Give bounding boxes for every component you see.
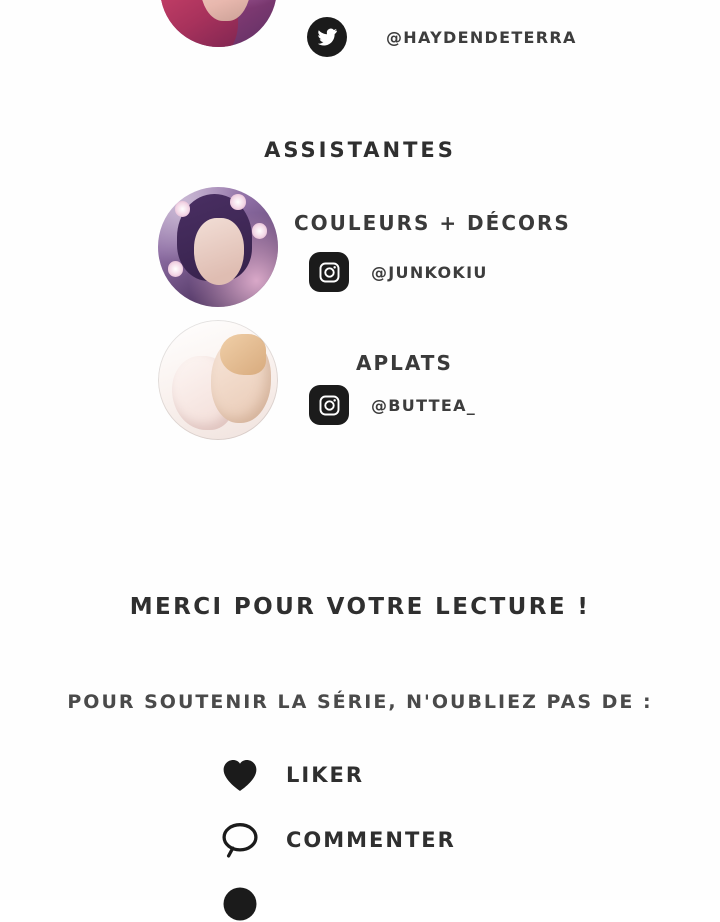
- comment-bubble-icon[interactable]: [212, 822, 268, 858]
- action-label[interactable]: LIKER: [286, 763, 364, 787]
- support-intro: POUR SOUTENIR LA SÉRIE, N'OUBLIEZ PAS DE :: [67, 691, 653, 713]
- junkokiu-avatar: [158, 187, 278, 307]
- avatar-flower: [252, 223, 268, 239]
- buttea-avatar: [158, 320, 278, 440]
- thanks-message: MERCI POUR VOTRE LECTURE !: [129, 594, 591, 620]
- heart-icon[interactable]: [212, 758, 268, 792]
- section-title-assistantes: ASSISTANTES: [264, 138, 456, 162]
- role-label-flats: APLATS: [356, 351, 453, 375]
- action-row-third[interactable]: [212, 886, 286, 922]
- avatar-flower: [168, 261, 184, 277]
- handle-row-junkokiu[interactable]: [309, 252, 488, 292]
- avatar-flower: [230, 194, 246, 210]
- action-row-like[interactable]: [212, 758, 364, 792]
- handle-text[interactable]: @JUNKOKIU: [371, 262, 488, 282]
- action-row-comment[interactable]: [212, 822, 456, 858]
- hayden-avatar: [160, 0, 277, 47]
- instagram-icon[interactable]: [309, 252, 349, 292]
- star-icon[interactable]: [212, 886, 268, 922]
- action-label[interactable]: COMMENTER: [286, 828, 456, 852]
- handle-text[interactable]: @HAYDENDETERRA: [386, 27, 577, 47]
- handle-row-hayden[interactable]: [307, 17, 577, 57]
- credit-row-hayden: [160, 0, 277, 47]
- role-label-colors: COULEURS + DÉCORS: [294, 211, 571, 235]
- handle-text[interactable]: @BUTTEA_: [371, 395, 477, 415]
- instagram-icon[interactable]: [309, 385, 349, 425]
- avatar-ring: [158, 320, 278, 440]
- twitter-icon[interactable]: [307, 17, 347, 57]
- handle-row-buttea[interactable]: [309, 385, 476, 425]
